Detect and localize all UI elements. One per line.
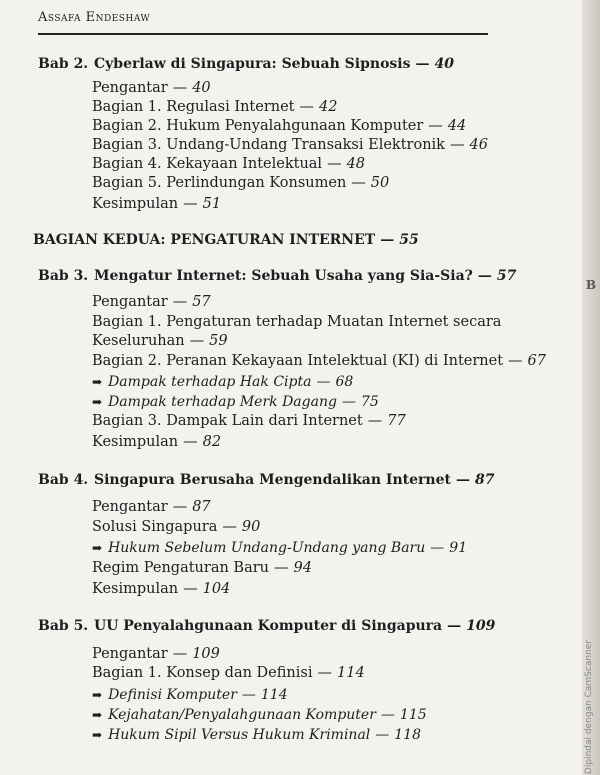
page-number: 42 [319,99,338,115]
arrow-right-icon: ➡ [92,688,103,702]
page-number: 94 [293,560,312,576]
part-heading[interactable]: BAGIAN KEDUA: PENGATURAN INTERNET — 55 [33,232,419,248]
toc-subentry[interactable]: ➡ Kejahatan/Penyalahgunaan Komputer — 115 [92,707,427,723]
toc-entry[interactable]: Bagian 3. Dampak Lain dari Internet — 77 [92,413,406,429]
part-title: BAGIAN KEDUA: PENGATURAN INTERNET [33,232,376,248]
toc-entry[interactable]: Pengantar — 57 [92,294,211,310]
chapter-title: Cyberlaw di Singapura: Sebuah Sipnosis [94,56,411,72]
toc-entry[interactable]: Kesimpulan — 51 [92,196,222,212]
toc-entry[interactable]: Bagian 1. Pengaturan terhadap Muatan Internet secara [92,314,502,330]
toc-entry[interactable]: Solusi Singapura — 90 [92,519,261,535]
chapter-number: Bab 4. [38,472,89,488]
page-number: 44 [447,118,467,134]
page-number: 48 [346,156,366,172]
chapter-title: UU Penyalahgunaan Komputer di Singapura [94,618,443,634]
page-number: 55 [399,232,419,248]
toc-entry[interactable]: Bagian 5. Perlindungan Konsumen — 50 [92,175,390,191]
chapter-heading-bab4[interactable]: Bab 4. Singapura Berusaha Mengendalikan Internet — 87 [38,472,495,488]
toc-subentry[interactable]: ➡ Hukum Sipil Versus Hukum Kriminal — 118 [92,727,421,743]
page-number: 40 [192,80,211,96]
header-rule [38,33,488,35]
toc-entry[interactable]: Bagian 2. Hukum Penyalahgunaan Komputer — 44 [92,118,467,134]
arrow-right-icon: ➡ [92,541,103,555]
chapter-title: Singapura Berusaha Mengendalikan Internet [94,472,451,488]
edge-letter: B [585,278,596,292]
chapter-heading-bab2[interactable]: Bab 2. Cyberlaw di Singapura: Sebuah Sipnosis — 40 [38,56,454,72]
page-header [0,0,600,40]
page-number: 51 [202,196,222,212]
toc-entry[interactable]: Bagian 1. Regulasi Internet — 42 [92,99,338,115]
toc-subentry[interactable]: ➡ Hukum Sebelum Undang-Undang yang Baru — 91 [92,540,468,556]
page-number: 87 [192,499,211,515]
page-number: 91 [449,540,468,556]
page-number: 104 [202,581,231,597]
page-number: 77 [387,413,406,429]
page-number: 67 [527,353,546,369]
page-number: 114 [260,687,288,703]
toc-entry[interactable]: Regim Pengaturan Baru — 94 [92,560,312,576]
running-head: Assafa Endeshaw [38,10,151,25]
page-number: 82 [202,434,222,450]
toc-subentry[interactable]: ➡ Dampak terhadap Merk Dagang — 75 [92,394,379,410]
chapter-title: Mengatur Internet: Sebuah Usaha yang Sia-Sia? [94,268,473,284]
toc-entry[interactable]: Kesimpulan — 82 [92,434,222,450]
page-number: 90 [241,519,261,535]
chapter-number: Bab 2. [38,56,89,72]
page-number: 57 [192,294,211,310]
scanner-watermark: Dipindai dengan CamScanner [584,640,594,775]
toc-entry[interactable]: Bagian 1. Konsep dan Definisi — 114 [92,665,365,681]
page-number: 109 [466,618,496,634]
page-number: 115 [399,707,427,723]
page-number: 87 [474,472,495,488]
page-number: 40 [434,56,454,72]
page-number: 50 [370,175,390,191]
toc-subentry[interactable]: ➡ Dampak terhadap Hak Cipta — 68 [92,374,354,390]
page-number: 46 [469,137,488,153]
toc-entry[interactable]: Bagian 3. Undang-Undang Transaksi Elektronik — 46 [92,137,488,153]
page-number: 59 [209,333,228,349]
toc-entry[interactable]: Kesimpulan — 104 [92,581,231,597]
page-number: 75 [360,394,379,410]
chapter-number: Bab 5. [38,618,89,634]
page-number: 57 [496,268,517,284]
page-number: 109 [192,646,220,662]
toc-entry[interactable]: Keseluruhan — 59 [92,333,228,349]
arrow-right-icon: ➡ [92,375,103,389]
chapter-number: Bab 3. [38,268,89,284]
arrow-right-icon: ➡ [92,708,103,722]
toc-entry[interactable]: Pengantar — 40 [92,80,211,96]
toc-entry[interactable]: Pengantar — 87 [92,499,211,515]
arrow-right-icon: ➡ [92,728,103,742]
chapter-heading-bab5[interactable]: Bab 5. UU Penyalahgunaan Komputer di Singapura — 109 [38,618,496,634]
toc-subentry[interactable]: ➡ Definisi Komputer — 114 [92,687,288,703]
page-number: 114 [337,665,365,681]
toc-entry[interactable]: Bagian 2. Peranan Kekayaan Intelektual (KI) di Internet — 67 [92,353,546,369]
chapter-heading-bab3[interactable]: Bab 3. Mengatur Internet: Sebuah Usaha yang Sia-Sia? — 57 [38,268,517,284]
toc-entry[interactable]: Bagian 4. Kekayaan Intelektual — 48 [92,156,366,172]
page-number: 68 [335,374,354,390]
page-number: 118 [394,727,421,743]
arrow-right-icon: ➡ [92,395,103,409]
toc-entry[interactable]: Pengantar — 109 [92,646,220,662]
